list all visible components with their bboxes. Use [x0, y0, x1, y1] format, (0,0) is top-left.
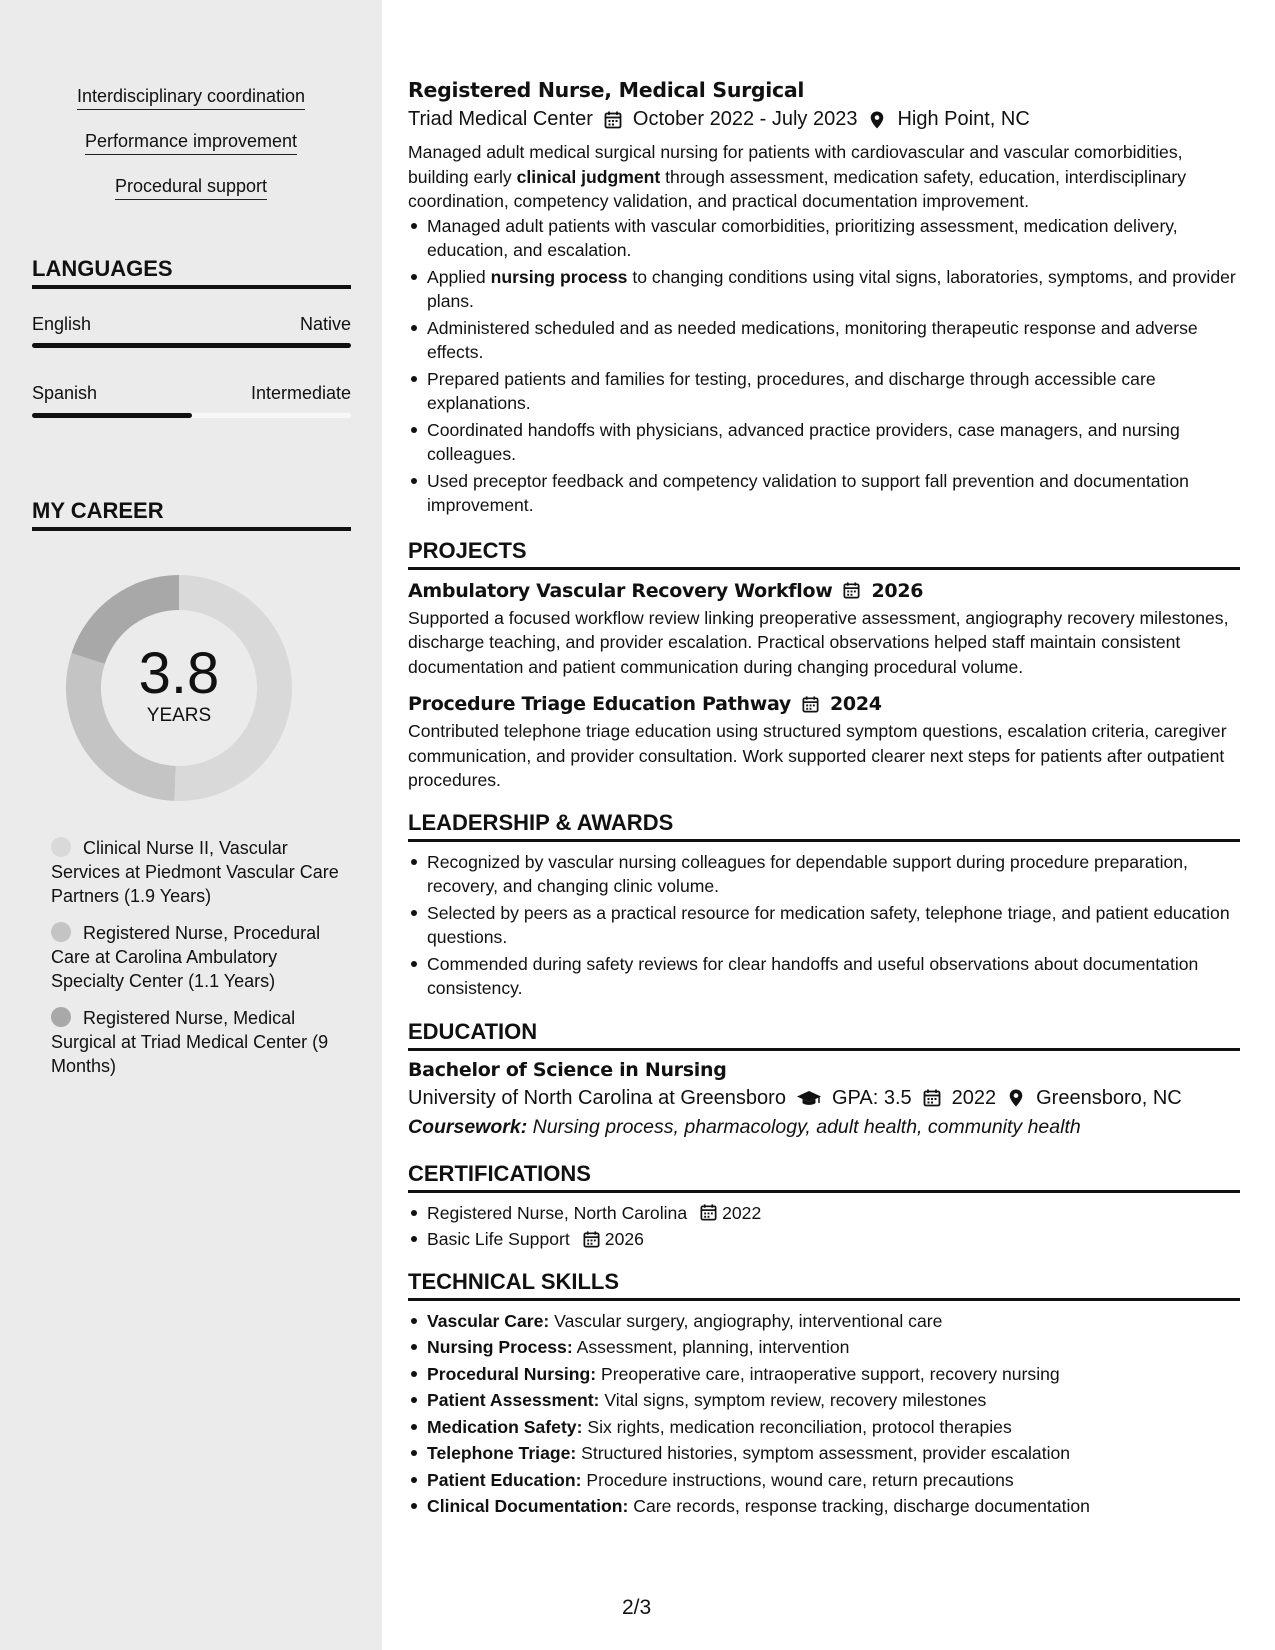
languages-heading: LANGUAGES — [32, 256, 351, 289]
list-item — [408, 1309, 1240, 1334]
job-location: High Point, NC — [897, 108, 1030, 130]
gpa: GPA: 3.5 — [831, 1086, 912, 1109]
list-item — [408, 1201, 1240, 1226]
list-item: Administered scheduled and as needed medications, monitoring therapeutic response and adverse effects. — [408, 316, 1240, 365]
coursework-label: Coursework: — [408, 1115, 528, 1138]
language-name: English — [32, 314, 92, 334]
career-total: 3.8 — [138, 641, 220, 706]
project-description: Supported a focused workflow review linking preoperative assessment, angiography recovery milestones, discharge teaching, and provider escalation. Practical observations helped staff maintain consistent documentation and patient communication during changing procedural volume. — [408, 607, 1229, 677]
coursework-text: Nursing process, pharmacology, adult health, community health — [532, 1115, 1081, 1138]
sidebar — [0, 0, 382, 1650]
skill-label: Patient Education: — [427, 1469, 582, 1490]
list-item — [408, 1441, 1240, 1466]
list-item: Commended during safety reviews for clear handoffs and useful observations about documentation consistency. — [408, 952, 1240, 1001]
legend-dot — [51, 837, 71, 857]
language-row — [32, 383, 351, 404]
career-donut — [66, 575, 292, 801]
project-name: Ambulatory Vascular Recovery Workflow — [408, 579, 833, 602]
calendar-icon — [699, 1203, 718, 1222]
certifications-heading: CERTIFICATIONS — [408, 1161, 1240, 1193]
career-item — [51, 1006, 341, 1078]
summary-text: through assessment, medication safety, education, interdisciplinary coordination, competency validation, and practical documentation improvement. — [408, 166, 1187, 211]
career-heading: MY CAREER — [32, 498, 351, 531]
project-year: 2024 — [829, 693, 882, 715]
calendar-icon — [582, 1230, 601, 1249]
certification-name: Registered Nurse, North Carolina — [427, 1202, 688, 1223]
list-item — [408, 1468, 1240, 1493]
skill-label: Medication Safety: — [427, 1416, 583, 1437]
list-item — [408, 1362, 1240, 1387]
skill-label: Procedural Nursing: — [427, 1363, 597, 1384]
job-employer: Triad Medical Center — [408, 108, 593, 130]
language-row — [32, 314, 351, 335]
certification-year: 2022 — [722, 1202, 762, 1223]
skill-label: Telephone Triage: — [427, 1443, 577, 1463]
skill-value: Assessment, planning, intervention — [576, 1337, 850, 1357]
main-content — [408, 78, 1240, 1519]
leadership-list — [408, 850, 1240, 1001]
language-bar — [32, 343, 351, 348]
job-meta — [408, 108, 1240, 131]
legend-dot — [51, 1007, 71, 1027]
calendar-icon — [603, 110, 623, 130]
job-dates: October 2022 - July 2023 — [632, 108, 858, 130]
career-donut-center — [66, 641, 292, 727]
summary-text: Managed adult medical surgical nursing for patients with cardiovascular and vascular comorbidities, building early — [408, 142, 1183, 187]
summary-bold: clinical judgment — [516, 166, 661, 187]
skill-label: Nursing Process: — [427, 1337, 573, 1357]
technical-skills-heading: TECHNICAL SKILLS — [408, 1269, 1240, 1301]
career-unit: YEARS — [146, 705, 212, 726]
list-item — [408, 1388, 1240, 1413]
skill-item: Procedural support — [115, 176, 267, 200]
location-pin-icon — [1006, 1088, 1026, 1108]
career-item-text: Registered Nurse, Procedural Care at Carolina Ambulatory Specialty Center (1.1 Years) — [51, 923, 321, 991]
project-title — [408, 693, 1240, 715]
calendar-icon — [801, 695, 820, 714]
project-title — [408, 580, 1240, 602]
language-level: Native — [299, 314, 351, 334]
project-name: Procedure Triage Education Pathway — [408, 693, 791, 715]
career-item-text: Clinical Nurse II, Vascular Services at Piedmont Vascular Care Partners (1.9 Years) — [51, 838, 339, 906]
skill-value: Procedure instructions, wound care, return precautions — [586, 1469, 1014, 1490]
list-item: Prepared patients and families for testing, procedures, and discharge through accessible care explanations. — [408, 367, 1240, 416]
list-item — [408, 1227, 1240, 1252]
certifications-list — [408, 1201, 1240, 1252]
coursework — [408, 1116, 1240, 1139]
career-item — [51, 836, 341, 908]
certification-name: Basic Life Support — [427, 1229, 570, 1249]
career-legend — [51, 836, 341, 1091]
list-item: Selected by peers as a practical resource for medication safety, telephone triage, and patient education questions. — [408, 901, 1240, 950]
career-item — [51, 921, 341, 993]
leadership-heading: LEADERSHIP & AWARDS — [408, 810, 1240, 842]
certification-year: 2026 — [604, 1229, 644, 1249]
skill-value: Vascular surgery, angiography, interventional care — [554, 1310, 943, 1331]
list-item — [408, 265, 1240, 314]
skill-label: Patient Assessment: — [427, 1390, 600, 1410]
language-bar — [32, 413, 351, 418]
job-bullets — [408, 214, 1240, 518]
education-meta — [408, 1087, 1240, 1110]
skill-label: Clinical Documentation: — [427, 1496, 629, 1516]
skill-item: Interdisciplinary coordination — [77, 86, 305, 110]
list-item — [408, 1494, 1240, 1519]
page-number: 2/3 — [622, 1596, 652, 1619]
language-level: Intermediate — [250, 383, 351, 403]
project-description: Contributed telephone triage education using structured symptom questions, escalation criteria, caregiver communication, and provider consultation. Work supported clearer next steps for patients after outpatient procedures. — [408, 721, 1227, 790]
language-bar-fill — [32, 343, 351, 348]
job-summary — [408, 140, 1240, 214]
graduation-cap-icon — [796, 1088, 822, 1108]
skill-value: Structured histories, symptom assessment, provider escalation — [581, 1443, 1071, 1463]
list-item: Used preceptor feedback and competency validation to support fall prevention and documentation improvement. — [408, 469, 1240, 518]
bullet-bold: nursing process — [490, 266, 628, 287]
projects-heading: PROJECTS — [408, 538, 1240, 570]
skill-value: Care records, response tracking, discharge documentation — [633, 1496, 1090, 1516]
skill-label: Vascular Care: — [427, 1310, 550, 1331]
bullet-text: to changing conditions using vital signs, laboratories, symptoms, and provider plans. — [427, 266, 1236, 311]
skill-value: Preoperative care, intraoperative support, recovery nursing — [601, 1363, 1060, 1384]
school-name: University of North Carolina at Greensboro — [408, 1086, 786, 1109]
graduation-year: 2022 — [951, 1086, 997, 1109]
location-pin-icon — [867, 110, 887, 130]
calendar-icon — [842, 581, 861, 600]
list-item — [408, 1415, 1240, 1440]
list-item — [408, 1335, 1240, 1360]
bullet-text: Applied — [427, 266, 491, 287]
school-location: Greensboro, NC — [1036, 1086, 1182, 1109]
career-item-text: Registered Nurse, Medical Surgical at Triad Medical Center (9 Months) — [51, 1008, 329, 1076]
list-item: Coordinated handoffs with physicians, advanced practice providers, case managers, and nursing colleagues. — [408, 418, 1240, 467]
job-title: Registered Nurse, Medical Surgical — [408, 78, 805, 102]
legend-dot — [51, 922, 71, 942]
skill-list — [0, 86, 382, 221]
language-bar-fill — [32, 413, 192, 418]
list-item: Managed adult patients with vascular comorbidities, prioritizing assessment, medication delivery, education, and escalation. — [408, 214, 1240, 263]
skill-value: Six rights, medication reconciliation, protocol therapies — [587, 1416, 1012, 1437]
calendar-icon — [922, 1088, 942, 1108]
project-year: 2026 — [871, 579, 924, 602]
technical-skills-list — [408, 1309, 1240, 1519]
degree-title: Bachelor of Science in Nursing — [408, 1058, 727, 1081]
language-name: Spanish — [32, 383, 98, 403]
education-heading: EDUCATION — [408, 1019, 1240, 1051]
skill-value: Vital signs, symptom review, recovery milestones — [604, 1390, 987, 1410]
list-item: Recognized by vascular nursing colleagues for dependable support during procedure preparation, recovery, and changing clinic volume. — [408, 850, 1240, 899]
skill-item: Performance improvement — [85, 131, 297, 155]
